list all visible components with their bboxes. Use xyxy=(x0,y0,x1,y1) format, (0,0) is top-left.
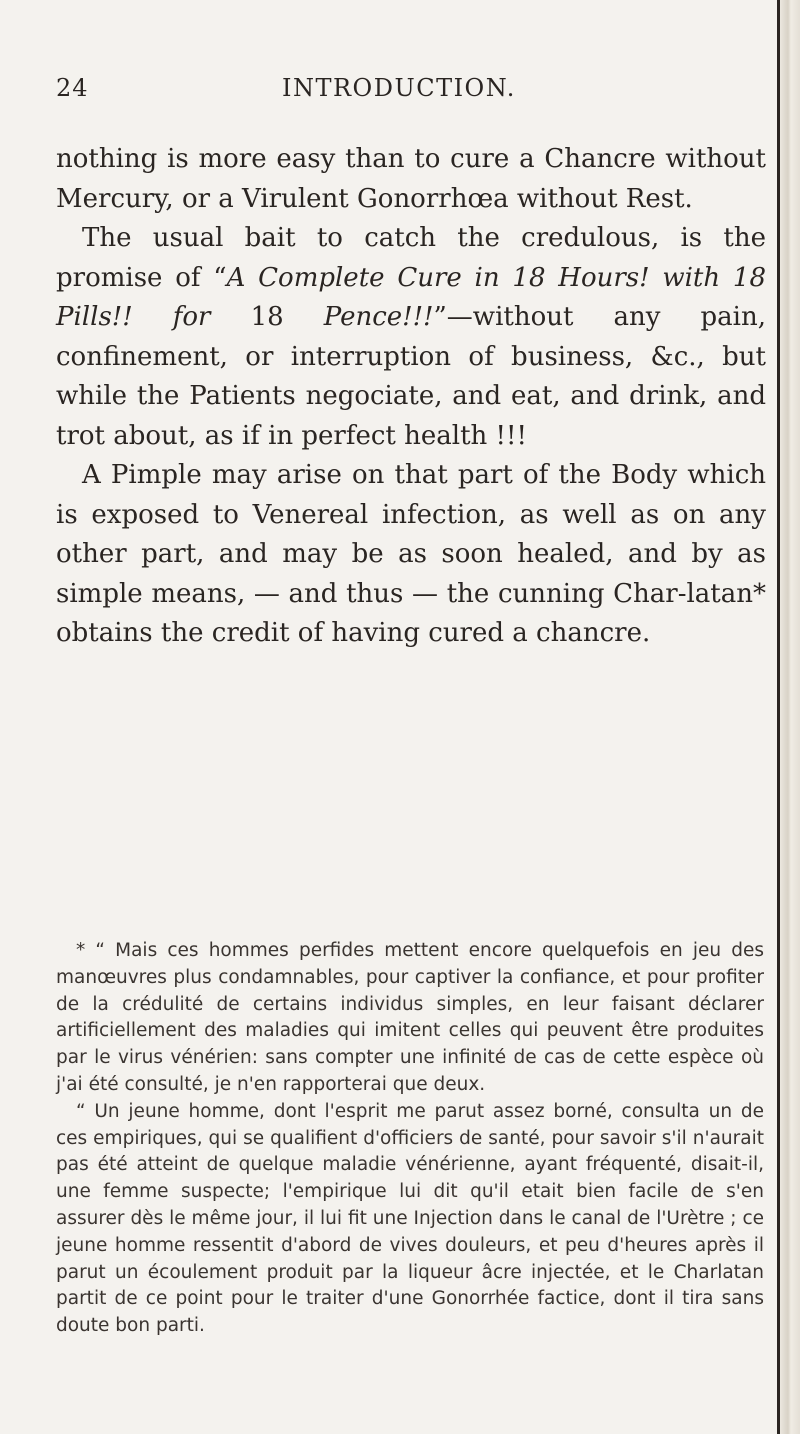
paragraph-2-end: ”—without any pain, confinement, or interruption of business, &c., but while the Patients negociate, and eat, and drink, and trot about, as if in perfect health !!! xyxy=(56,302,766,451)
paragraph-1: nothing is more easy than to cure a Chancre without Mercury, or a Virulent Gonorrhœa without Rest. xyxy=(56,144,766,214)
page-header xyxy=(56,74,756,114)
main-text xyxy=(56,140,766,654)
paragraph-3: A Pimple may arise on that part of the Body which is exposed to Venereal infection, as well as on any other part, and may be as soon healed, and by as simple means, — and thus — the cunning Char-latan* obtains the credit of having cured a chancre. xyxy=(56,460,766,648)
paragraph-2-italic: A Complete Cure in 18 Hours! with 18 Pills!! for xyxy=(56,262,766,332)
paragraph-2 xyxy=(56,219,766,456)
facing-page-edge xyxy=(780,0,800,1434)
running-title: INTRODUCTION. xyxy=(282,74,516,102)
footnote-paragraph-1: * “ Mais ces hommes perfides mettent encore quelquefois en jeu des manœuvres plus condamnables, pour captiver la confiance, et pour profiter de la crédulité de certains individus simples, en leur faisant déclarer artificiellement des maladies qui imitent celles qui peuvent être produites par le virus vénérien: sans compter une infinité de cas de cette espèce où j'ai été consulté, je n'en rapporterai que deux. xyxy=(56,940,764,1095)
footnote-paragraph-2: “ Un jeune homme, dont l'esprit me parut assez borné, consulta un de ces empiriques, qui se qualifient d'officiers de santé, pour savoir s'il n'aurait pas été atteint de quelque maladie vénérienne, ayant fréquenté, disait-il, une femme suspecte; l'empirique lui dit qu'il etait bien facile de s'en assurer dès le même jour, il lui fit une Injection dans le canal de l'Urètre ; ce jeune homme ressentit d'abord de vives douleurs, et peu d'heures après il parut un écoulement produit par la liqueur âcre injectée, et le Charlatan partit de ce point pour le traiter d'une Gonorrhée factice, dont il tira sans doute bon parti. xyxy=(56,1100,764,1337)
paragraph-2-number: 18 xyxy=(210,302,324,332)
page-number: 24 xyxy=(56,74,89,102)
paragraph-2-start: The usual bait to catch the credulous, is the promise of “ xyxy=(56,223,766,293)
footnote xyxy=(56,938,764,1340)
paragraph-2-italic-2: Pence!!! xyxy=(323,302,434,332)
